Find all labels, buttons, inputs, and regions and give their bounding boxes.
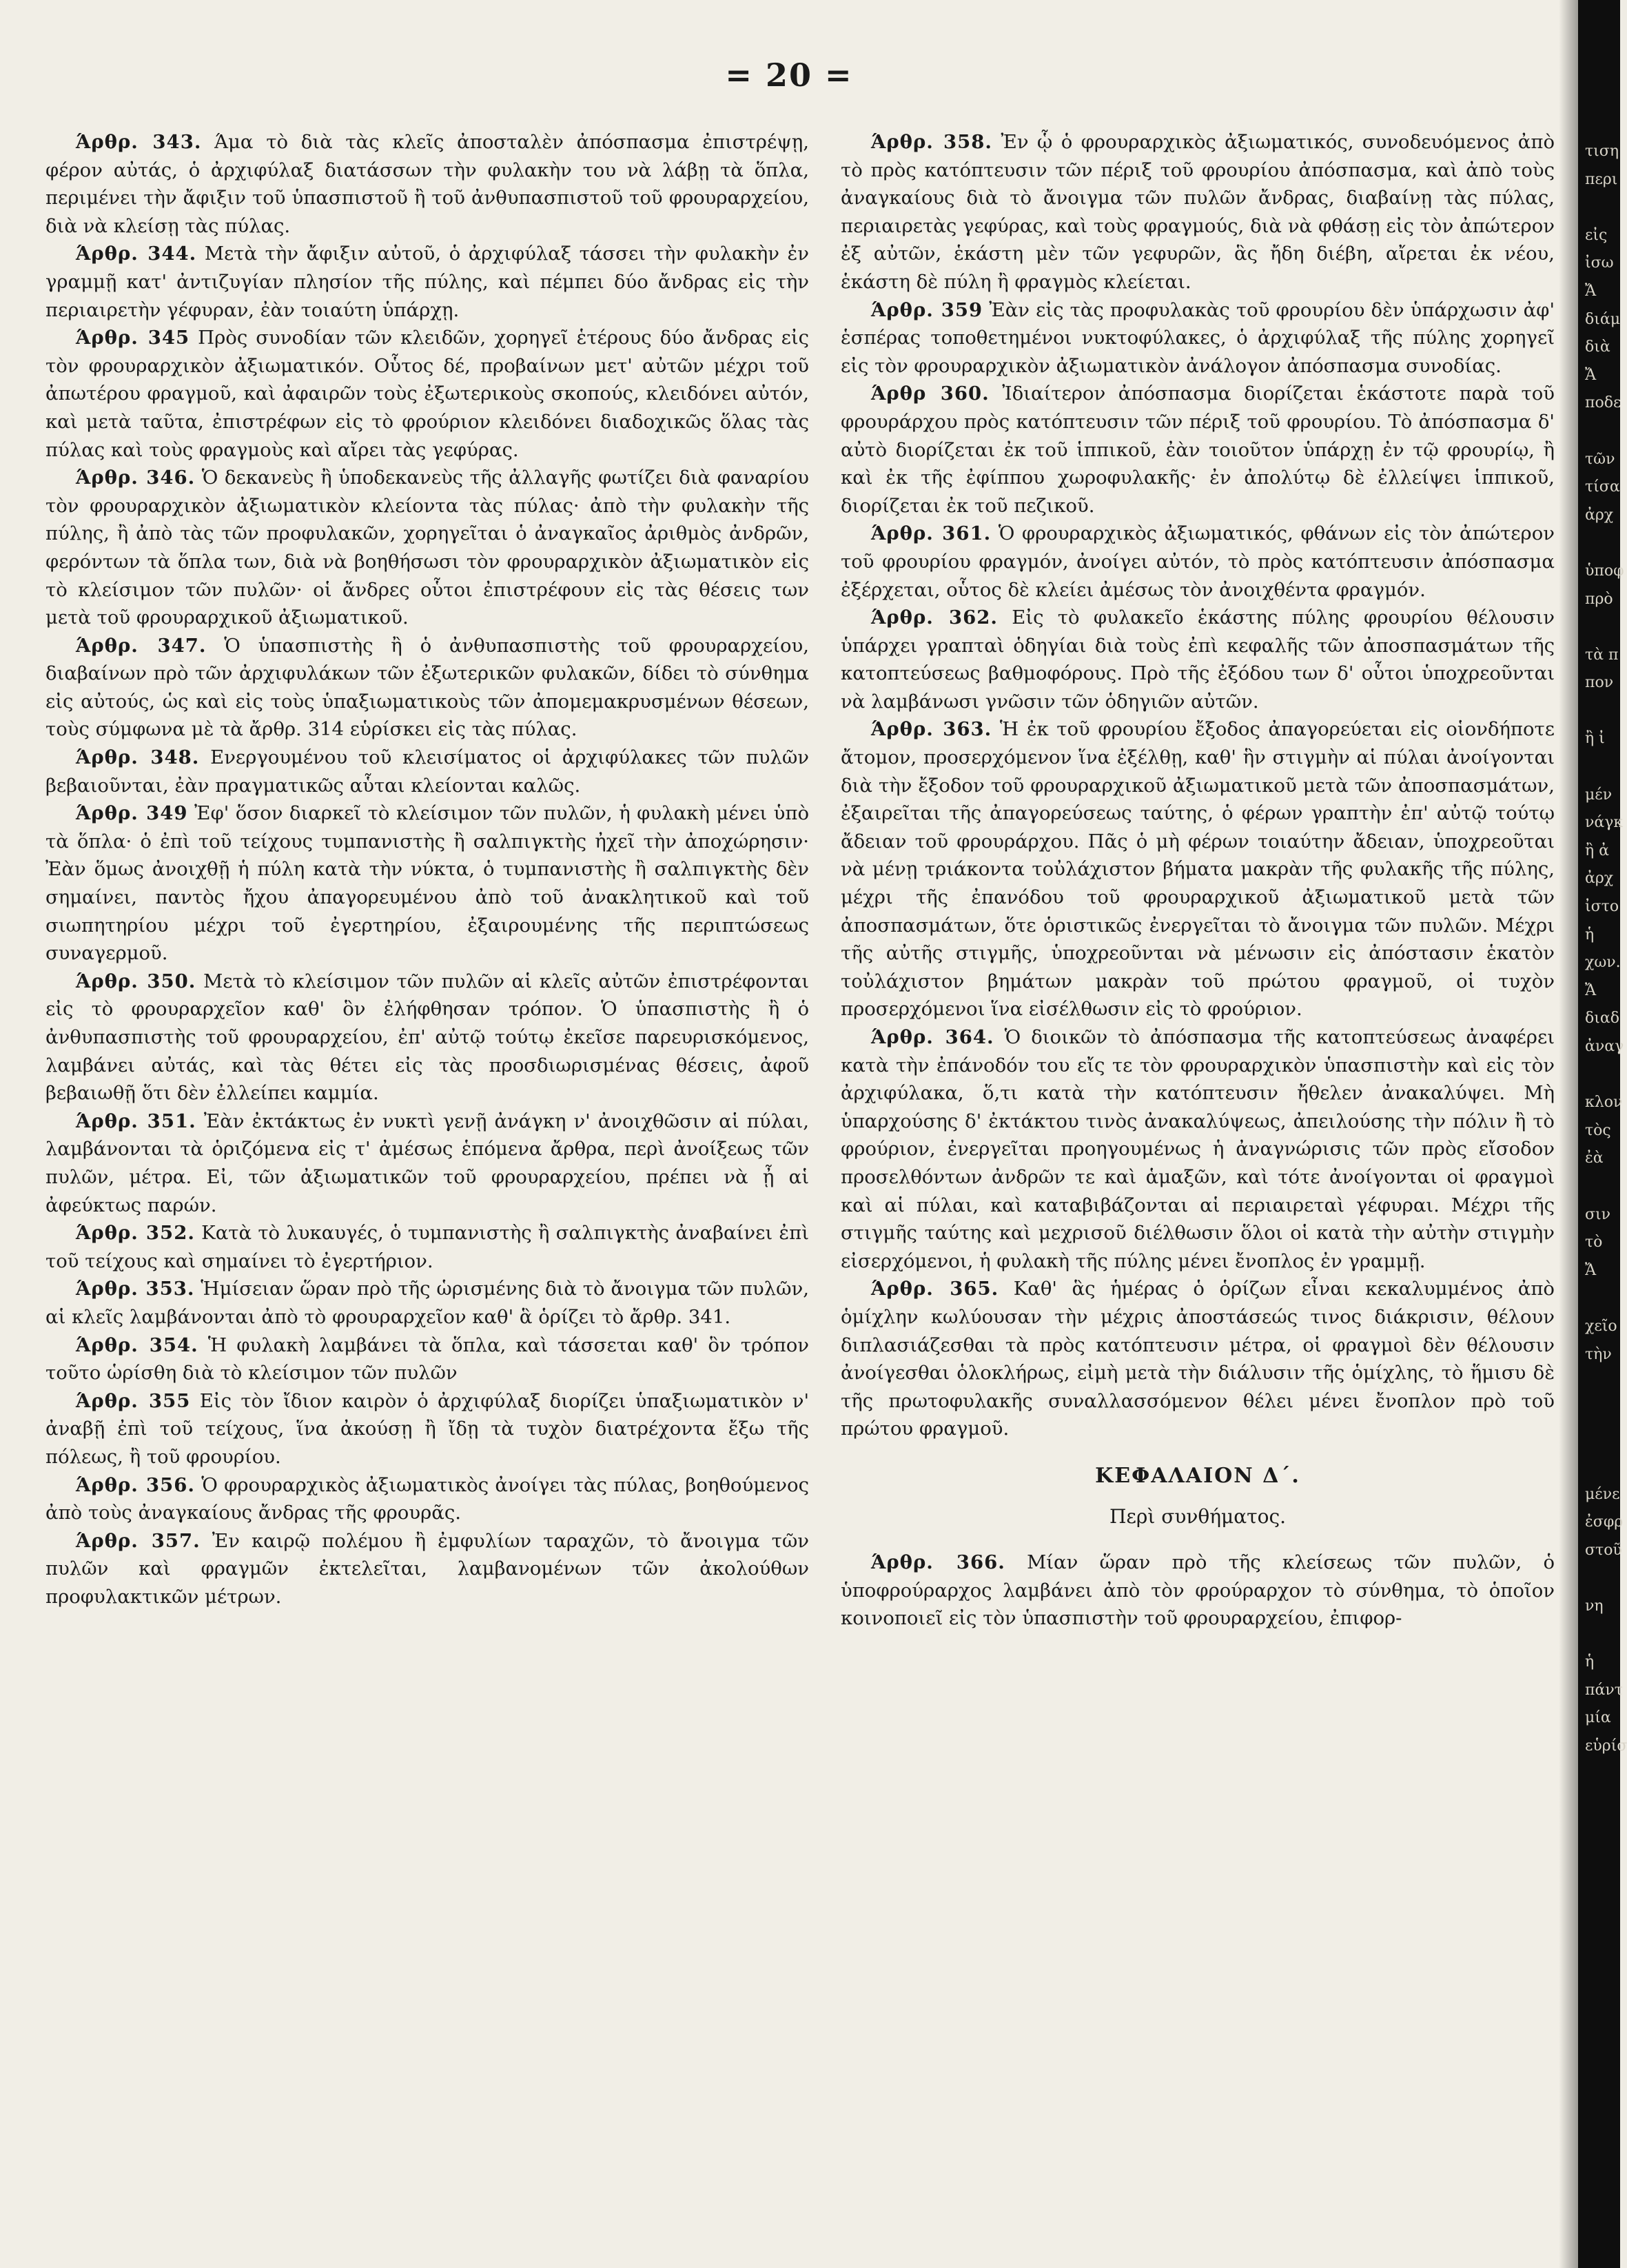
article-paragraph (45, 744, 809, 799)
chapter-subtitle: Περὶ συνθήματος. (1109, 1504, 1287, 1528)
article-number: Άρθρ. 343. (76, 131, 202, 153)
adjacent-page-line: μένε (1585, 1485, 1620, 1503)
adjacent-page-line: ἐσφρ (1585, 1513, 1624, 1531)
article-number: Άρθρ. 361. (871, 522, 992, 545)
right-column-articles (841, 128, 1555, 1443)
adjacent-page-line (1585, 1173, 1619, 1201)
adjacent-page-line (1585, 1061, 1619, 1090)
article-paragraph (45, 799, 809, 968)
adjacent-page-line: ἡ (1585, 1653, 1595, 1671)
adjacent-page-line: εἰς (1585, 226, 1608, 244)
adjacent-page-line: κλον (1585, 1094, 1623, 1112)
article-paragraph (841, 715, 1555, 1023)
adjacent-page-line: Ἄ (1585, 366, 1597, 384)
article-paragraph (45, 1219, 809, 1275)
article-paragraph (841, 1275, 1555, 1443)
page-gutter-shadow (1559, 0, 1578, 2268)
adjacent-page-line: τῶν (1585, 450, 1615, 468)
article-text: Ἐφ' ὅσον διαρκεῖ τὸ κλείσιμον τῶν πυλῶν, ἡ φυλακὴ μένει ὑπὸ τὰ ὅπλα· ὁ ἐπὶ τοῦ τείχους τυμπανιστὴς ἢ σαλπιγκτὴς ἠχεῖ τὴν ἀποχώρησιν· Ἐὰν ὅμως ἀνοιχθῇ ἡ πύλη κατὰ τὴν νύκτα, ὁ τυμπανιστὴς ἢ σαλπιγκτὴς δὲν σημαίνει, παντὸς ἤχου ἀπαγορευμένου ἀπὸ τοῦ ἀνακλητικοῦ καὶ τοῦ σιωπητηρίου μέχρι τοῦ ἐγερτηρίου, ἐξαιρουμένης τῆς περιπτώσεως συναγερμοῦ. (45, 802, 809, 965)
article-text: Κατὰ τὸ λυκαυγές, ὁ τυμπανιστὴς ἢ σαλπιγκτὴς ἀναβαίνει ἐπὶ τοῦ τείχους καὶ σημαίνει τὸ ἐγερτήριον. (45, 1222, 809, 1272)
article-text: Εἰς τὸν ἴδιον καιρὸν ὁ ἀρχιφύλαξ διορίζει ὑπαξιωματικὸν ν' ἀναβῇ ἐπὶ τοῦ τείχους, ἵνα ἀκούσῃ ἢ ἴδῃ τὰ τυχὸν διατρέχοντα ἔξω τῆς πόλεως, ἢ τοῦ φρουρίου. (45, 1389, 810, 1468)
adjacent-page-line: νη (1585, 1597, 1604, 1615)
article-text: Ἐν ᾧ ὁ φρουραρχικὸς ἀξιωματικός, συνοδευόμενος ἀπὸ τὸ πρὸς κατόπτευσιν τῶν πέριξ τοῦ φρουρίου ἀπόσπασμα, καὶ ἀπὸ τοὺς ἀναγκαίους διὰ τὸ ἄνοιγμα τῶν πυλῶν ἄνδρας, διαβαίνῃ τὰς πύλας, περιαιρετὰς γεφύρας, καὶ τοὺς φραγμούς, διὰ νὰ φθάσῃ εἰς τὸν ἀπώτερον ἐξ αὐτῶν, ἑκάστη μὲν τῶν γεφυρῶν, ἃς ἤδη διέβη, αἴρεται ἐκ νέου, ἑκάστη δὲ πύλη ἢ φραγμὸς κλείεται. (841, 131, 1555, 293)
article-number: Άρθρ. 355 (76, 1389, 191, 1412)
article-number: Άρθρ. 356. (76, 1473, 195, 1496)
article-number: Άρθρ. 350. (76, 970, 196, 992)
article-text: Ὁ ὑπασπιστὴς ἢ ὁ ἀνθυπασπιστὴς τοῦ φρουραρχείου, διαβαίνων πρὸ τῶν ἀρχιφυλάκων τῶν ἐξωτερικῶν φυλακῶν, δίδει τὸ σύνθημα εἰς αὐτούς, ὡς καὶ εἰς τοὺς ὑπαξιωματικοὺς τῶν ἀπομεμακρυσμένων θέσεων, τοὺς σύμφωνα μὲ τὰ ἄρθρ. 314 εὑρίσκει εἰς τὰς πύλας. (45, 634, 809, 741)
adjacent-page-line (1585, 697, 1619, 726)
article-number: Άρθρ. 364. (871, 1026, 994, 1048)
article-text: Ὁ φρουραρχικὸς ἀξιωματικὸς ἀνοίγει τὰς πύλας, βοηθούμενος ἀπὸ τοὺς ἀναγκαίους ἄνδρας τῆς φρουρᾶς. (45, 1473, 809, 1524)
article-paragraph (841, 1549, 1555, 1633)
adjacent-page-fragment (1585, 138, 1627, 1760)
article-text: Ὁ διοικῶν τὸ ἀπόσπασμα τῆς κατοπτεύσεως ἀναφέρει κατὰ τὴν ἐπάνοδόν του εἴς τε τὸν φρουραρχικὸν ὑπασπιστὴν καὶ εἰς τὸν ἀρχιφύλακα, ὅ,τι κατὰ τὴν κατόπτευσιν ἤθελεν ἀνακαλύψει. Μὴ ὑπαρχούσης δ' ἐκτάκτου τινὸς ἀνακαλύψεως, ἀπειλούσης τὴν πόλιν ἢ τὸ φρούριον, ἐνεργεῖται προηγουμένως ἡ ἀναγνώρισις τῶν πρὸς εἴσοδον προσελθόντων ἀνδρῶν τε καὶ ἁμαξῶν, καὶ τότε ἀνοίγονται οἱ φραγμοὶ καὶ αἱ πύλαι, καὶ καταβιβάζονται αἱ περιαιρεταὶ γέφυραι. Μέχρι τῆς στιγμῆς ταύτης καὶ μεχρισοῦ διέλθωσιν ὅλοι οἱ κατὰ τὴν αὐτὴν στιγμὴν εἰσερχόμενοι, ἡ φυλακὴ τῆς πύλης μένει ἔνοπλος ἐν γραμμῇ. (841, 1026, 1555, 1272)
adjacent-page-line (1585, 753, 1619, 781)
article-paragraph (45, 128, 809, 240)
article-number: Άρθρ. 348. (76, 746, 200, 769)
adjacent-page-line: ἀναγ (1585, 1038, 1624, 1055)
article-paragraph (841, 1023, 1555, 1275)
article-number: Άρθρ. 357. (76, 1529, 201, 1552)
article-text: Ἡμίσειαν ὥραν πρὸ τῆς ὡρισμένης διὰ τὸ ἄνοιγμα τῶν πυλῶν, αἱ κλεῖς λαμβάνονται ἀπὸ τὸ φρουραρχεῖον καθ' ἃ ὁρίζει τὸ ἄρθρ. 341. (45, 1278, 809, 1328)
article-paragraph (45, 324, 809, 464)
article-number: Άρθρ. 349 (76, 802, 188, 825)
article-number: Άρθρ 360. (871, 382, 990, 405)
adjacent-page-line: εὑρίσ (1585, 1737, 1627, 1755)
page-number: = 20 = (725, 57, 853, 94)
article-text: Ενεργουμένου τοῦ κλεισίματος οἱ ἀρχιφύλακες τῶν πυλῶν βεβαιοῦνται, ἐὰν πραγματικῶς αὗται κλείονται καλῶς. (45, 746, 809, 797)
article-paragraph (841, 296, 1555, 380)
article-number: Άρθρ. 358. (871, 131, 993, 153)
article-number: Άρθρ. 353. (76, 1278, 195, 1300)
adjacent-page-line: πον (1585, 674, 1614, 692)
article-number: Άρθρ. 344. (76, 243, 197, 265)
adjacent-page-line: διὰ (1585, 338, 1610, 356)
adjacent-page-line: ποδε (1585, 394, 1621, 412)
article-paragraph (45, 1471, 809, 1527)
article-number: Άρθρ. 354. (76, 1334, 198, 1356)
adjacent-page-line (1585, 1564, 1619, 1593)
article-text: Ὁ δεκανεὺς ἢ ὑποδεκανεὺς τῆς ἀλλαγῆς φωτίζει διὰ φαναρίου τὸν φρουραρχικὸν ἀξιωματικὸν κλείοντα τὰς πύλας· ἀπὸ τὴν φυλακὴν τῆς πύλης, ἢ ἀπὸ τὰς τῶν προφυλακῶν, χορηγεῖται ὁ ἀναγκαῖος ἀριθμὸς ἀνδρῶν, φερόντων τὰ ὅπλα των, διὰ νὰ βοηθήσωσι τὸν φρουραρχικὸν ἀξιωματικὸν εἰς τὸ κλείσιμον τῶν πυλῶν· οἱ ἄνδρες οὗτοι ἐπιστρέφουν εἰς τὰς θέσεις των μετὰ τοῦ φρουραρχικοῦ ἀξιωματικοῦ. (45, 467, 809, 629)
adjacent-page-line (1585, 1453, 1619, 1481)
article-text: Ἰδιαίτερον ἀπόσπασμα διορίζεται ἑκάστοτε παρὰ τοῦ φρουράρχου πρὸς κατόπτευσιν τῶν πέριξ τοῦ φρουρίου. Τὸ ἀπόσπασμα δ' αὐτὸ διορίζεται ἐκ τοῦ ἱππικοῦ, ἐὰν τοιοῦτον ὑπάρχῃ ἐν τῷ φρουρίῳ, ἢ καὶ ἐκ τῆς ἐφίππου χωροφυλακῆς· ἐν ἀπολύτῳ δὲ ἐλλείψει ἱππικοῦ, διορίζεται ἐκ τοῦ πεζικοῦ. (841, 382, 1555, 517)
article-paragraph (45, 1275, 809, 1331)
adjacent-page-line: Ἄ (1585, 1261, 1597, 1279)
article-number: Άρθρ. 346. (76, 467, 196, 489)
adjacent-page-line (1585, 418, 1619, 446)
article-paragraph (841, 128, 1555, 296)
adjacent-page-line: τὸ (1585, 1234, 1603, 1252)
adjacent-page-line (1585, 1369, 1619, 1397)
adjacent-page-line: μία (1585, 1709, 1611, 1727)
article-paragraph (45, 632, 809, 744)
article-number: Άρθρ. 345 (76, 327, 190, 349)
adjacent-page-line: τὴν (1585, 1345, 1612, 1363)
adjacent-page-line: χων. (1585, 954, 1621, 972)
adjacent-page-line: Ἄ (1585, 282, 1597, 300)
adjacent-page-line: ἢ ἀ (1585, 841, 1610, 859)
article-text: Εἰς τὸ φυλακεῖο ἑκάστης πύλης φρουρίου θέλουσιν ὑπάρχει γραπταὶ ὁδηγίαι διὰ τοὺς ἐπὶ κεφαλῆς τῶν ἀποσπασμάτων τῆς κατοπτεύσεως βαθμοφόρους. Πρὸ τῆς ἐξόδου των δ' οὗτοι ὑποχρεοῦνται νὰ λαμβάνωσι γνῶσιν τῶν ὁδηγιῶν αὐτῶν. (841, 606, 1555, 713)
chapter-articles (841, 1549, 1555, 1633)
adjacent-page-line (1585, 613, 1619, 642)
adjacent-page-line: τίσα (1585, 478, 1620, 496)
adjacent-page-line: σιν (1585, 1205, 1611, 1223)
article-number: Άρθρ. 366. (871, 1551, 1005, 1574)
adjacent-page-line: τιση (1585, 143, 1619, 160)
article-text: Άμα τὸ διὰ τὰς κλεῖς ἀποσταλὲν ἀπόσπασμα ἐπιστρέψῃ, φέρον αὐτάς, ὁ ἀρχιφύλαξ διατάσσων τὴν φυλακὴν του νὰ λάβῃ τὰ ὅπλα, περιμένει τὴν ἄφιξιν τοῦ ὑπασπιστοῦ ἢ τοῦ ἀνθυπασπιστοῦ τοῦ φρουραρχείου, διὰ νὰ κλείσῃ τὰς πύλας. (45, 131, 809, 237)
adjacent-page-line: Ἄ (1585, 981, 1597, 999)
adjacent-page-line: τὰ π (1585, 646, 1619, 664)
article-text: Μίαν ὥραν πρὸ τῆς κλείσεως τῶν πυλῶν, ὁ ὑποφρούραρχος λαμβάνει ἀπὸ τὸν φρούραρχον τὸ σύνθημα, τὸ ὁποῖον κοινοποιεῖ εἰς τὸν ὑπασπιστὴν τοῦ φρουραρχείου, ἐπιφορ- (841, 1551, 1555, 1630)
adjacent-page-line: ἀρχ (1585, 870, 1614, 888)
chapter-heading: ΚΕΦΑΛΑΙΟΝ Δ΄. (1095, 1463, 1300, 1488)
article-paragraph (45, 1331, 809, 1387)
article-paragraph (45, 1527, 809, 1611)
article-text: Ἐν καιρῷ πολέμου ἢ ἐμφυλίων ταραχῶν, τὸ ἄνοιγμα τῶν πυλῶν καὶ φραγμῶν ἐκτελεῖται, λαμβανομένων τῶν ἀκολούθων προφυλακτικῶν μέτρων. (45, 1529, 809, 1608)
article-paragraph (841, 604, 1555, 715)
article-text: Ἐὰν ἐκτάκτως ἐν νυκτὶ γενῇ ἀνάγκη ν' ἀνοιχθῶσιν αἱ πύλαι, λαμβάνονται τὰ ὁριζόμενα εἰς τ' ἀμέσως ἑπόμενα ἄρθρα, περὶ ἀνοίξεως τῶν πυλῶν, μέτρα. Εἰ, τῶν ἀξιωματικῶν τοῦ φρουραρχείου, πρέπει νὰ ᾖ αἱ ἀφεύκτως παρών. (45, 1110, 809, 1216)
adjacent-page-line: ἰσω (1585, 254, 1614, 272)
article-text: Πρὸς συνοδίαν τῶν κλειδῶν, χορηγεῖ ἑτέρους δύο ἄνδρας εἰς τὸν φρουραρχικὸν ἀξιωματικόν. Οὗτος δέ, προβαίνων μετ' αὐτῶν μέχρι τοῦ ἀπωτέρου φραγμοῦ, καὶ ἀφαιρῶν τοὺς ἐξωτερικοὺς σκοπούς, κλειδόνει αὐτόν, καὶ μετὰ ταῦτα, ἐπιστρέφων εἰς τὸ φρούριον κλειδόνει διαδοχικῶς ὅλας τὰς πύλας καὶ τοὺς φραγμοὺς καὶ αἴρει τὰς γεφύρας. (45, 327, 809, 461)
adjacent-page-line: νάγκ (1585, 814, 1624, 832)
article-number: Άρθρ. 365. (871, 1278, 999, 1300)
right-column (841, 128, 1555, 1633)
adjacent-page-line: ἡ (1585, 926, 1595, 943)
adjacent-page-line (1585, 194, 1619, 222)
article-paragraph (45, 240, 809, 324)
left-column (45, 128, 809, 1611)
adjacent-page-line: ὑποφ (1585, 562, 1624, 580)
adjacent-page-line (1585, 529, 1619, 558)
article-paragraph (45, 968, 809, 1107)
article-text: Καθ' ἃς ἡμέρας ὁ ὁρίζων εἶναι κεκαλυμμένος ἀπὸ ὁμίχλην κωλύουσαν τὴν μέχρις ἀποστάσεώς τινος διάκρισιν, θέλουν διπλασιάζεσθαι τὰ πρὸς κατόπτευσιν μέτρα, οἱ φραγμοὶ δὲν θέλουσιν ἀνοίγεσθαι ὁλοκλήρως, εἰμὴ μετὰ τὴν διάλυσιν τῆς ὁμίχλης, τὸ ἥμισυ δὲ τῆς πρωτοφυλακῆς συναλλασσόμενον θέλει μένει ἔνοπλον πρὸ τοῦ πρώτου φραγμοῦ. (841, 1278, 1555, 1440)
adjacent-page-line: ἢ ἰ (1585, 730, 1605, 748)
article-number: Άρθρ. 347. (76, 634, 207, 657)
article-paragraph (45, 1387, 809, 1471)
article-number: Άρθρ. 351. (76, 1110, 196, 1132)
adjacent-page-line: διαδ (1585, 1010, 1619, 1028)
article-paragraph (45, 1107, 809, 1219)
adjacent-page-line: μέν (1585, 786, 1613, 804)
adjacent-page-line (1585, 1424, 1619, 1453)
article-paragraph (45, 464, 809, 632)
adjacent-page-line: πάντ (1585, 1681, 1623, 1699)
article-text: Ὁ φρουραρχικὸς ἀξιωματικός, φθάνων εἰς τὸν ἀπώτερον τοῦ φρουρίου φραγμόν, ἀνοίγει αὐτόν, τὸ πρὸς κατόπτευσιν ἀπόσπασμα ἐξέρχεται, οὗτος δὲ κλείει ἀμέσως τὸν ἀνοιχθέντα φραγμόν. (841, 522, 1555, 601)
adjacent-page-line: ἰστο (1585, 898, 1619, 916)
article-number: Άρθρ. 352. (76, 1222, 195, 1245)
article-text: Μετὰ τὸ κλείσιμον τῶν πυλῶν αἱ κλεῖς αὐτῶν ἐπιστρέφονται εἰς τὸ φρουραρχεῖον καθ' ὃν ἐλήφθησαν τρόπον. Ὁ ὑπασπιστὴς ἢ ὁ ἀνθυπασπιστὴς τοῦ φρουραρχείου, ἐπ' αὐτῷ τούτῳ ἐκεῖσε παρευρισκόμενος, λαμβάνει αὐτάς, καὶ τὰς θέτει εἰς τὰς προσδιωρισμένας θέσεις, ἀφοῦ βεβαιωθῇ ὅτι δὲν ἐλλείπει καμμία. (45, 970, 809, 1105)
adjacent-page-line: ἐὰ (1585, 1150, 1604, 1167)
article-number: Άρθρ. 362. (871, 606, 998, 629)
article-number: Άρθρ. 359 (871, 298, 983, 321)
article-text: Ἡ φυλακὴ λαμβάνει τὰ ὅπλα, καὶ τάσσεται καθ' ὃν τρόπον τοῦτο ὡρίσθη διὰ τὸ κλείσιμον τῶν πυλῶν (45, 1334, 809, 1385)
adjacent-page-line: διάμ (1585, 310, 1621, 328)
article-text: Μετὰ τὴν ἄφιξιν αὐτοῦ, ὁ ἀρχιφύλαξ τάσσει τὴν φυλακὴν ἐν γραμμῇ κατ' ἀντιζυγίαν πλησίον τῆς πύλης, καὶ πέμπει δύο ἄνδρας εἰς τὴν περιαιρετὴν γέφυραν, ἐὰν τοιαύτη ὑπάρχῃ. (45, 243, 809, 321)
adjacent-page-line: περι (1585, 170, 1618, 188)
adjacent-page-line (1585, 1620, 1619, 1648)
article-paragraph (841, 380, 1555, 520)
article-text: Ἐὰν εἰς τὰς προφυλακὰς τοῦ φρουρίου δὲν ὑπάρχωσιν ἀφ' ἑσπέρας τοποθετημένοι νυκτοφύλακες, ὁ ἀρχιφύλαξ τῆς πύλης χορηγεῖ εἰς τὸν φρουραρχικὸν ἀξιωματικὸν ἀνάλογον ἀπόσπασμα συνοδίας. (841, 298, 1555, 377)
adjacent-page-line (1585, 1285, 1619, 1313)
article-text: Ἡ ἐκ τοῦ φρουρίου ἔξοδος ἀπαγορεύεται εἰς οἱονδήποτε ἄτομον, προσερχόμενον ἵνα ἐξέλθῃ, καθ' ἣν στιγμὴν αἱ πύλαι ἀνοίγονται διὰ τὴν ἔξοδον τοῦ φρουραρχικοῦ ἀξιωματικοῦ μετὰ τῶν ἀποσπασμάτων, ἐξαιρεῖται τῆς ἀπαγορεύσεως ταύτης, ὁ φέρων γραπτὴν ἐπ' αὐτῷ τούτῳ ἄδειαν τοῦ φρουράρχου. Πᾶς ὁ μὴ φέρων τοιαύτην ἄδειαν, ὑποχρεοῦται νὰ μένῃ τριάκοντα τοὐλάχιστον βήματα μακρὰν τῆς φυλακῆς τῆς πύλης, μέχρι τῆς ἐπανόδου τοῦ φρουραρχικοῦ ἀξιωματικοῦ μετὰ τῶν ἀποσπασμάτων, ὅτε ὁριστικῶς ἐνεργεῖται τὸ ἄνοιγμα τῶν πυλῶν. Μέχρι τῆς αὐτῆς στιγμῆς, ὑποχρεοῦνται νὰ μένωσιν εἰς ἀπόστασιν ἑκατὸν τοὐλάχιστον βημάτων μακρὰν τοῦ πρώτου φραγμοῦ, οἱ τυχὸν προσερχόμενοι ἵνα εἰσέλθωσιν εἰς τὸ φρούριον. (841, 718, 1555, 1021)
article-number: Άρθρ. 363. (871, 718, 992, 741)
adjacent-page-line: πρὸ (1585, 590, 1613, 608)
article-paragraph (841, 520, 1555, 604)
adjacent-page-line: χεῖο (1585, 1317, 1617, 1335)
adjacent-page-line (1585, 1397, 1619, 1425)
adjacent-page-line: τὸς (1585, 1121, 1611, 1139)
adjacent-page-line: στοῦ (1585, 1541, 1622, 1559)
adjacent-page-line: ἀρχ (1585, 506, 1614, 524)
